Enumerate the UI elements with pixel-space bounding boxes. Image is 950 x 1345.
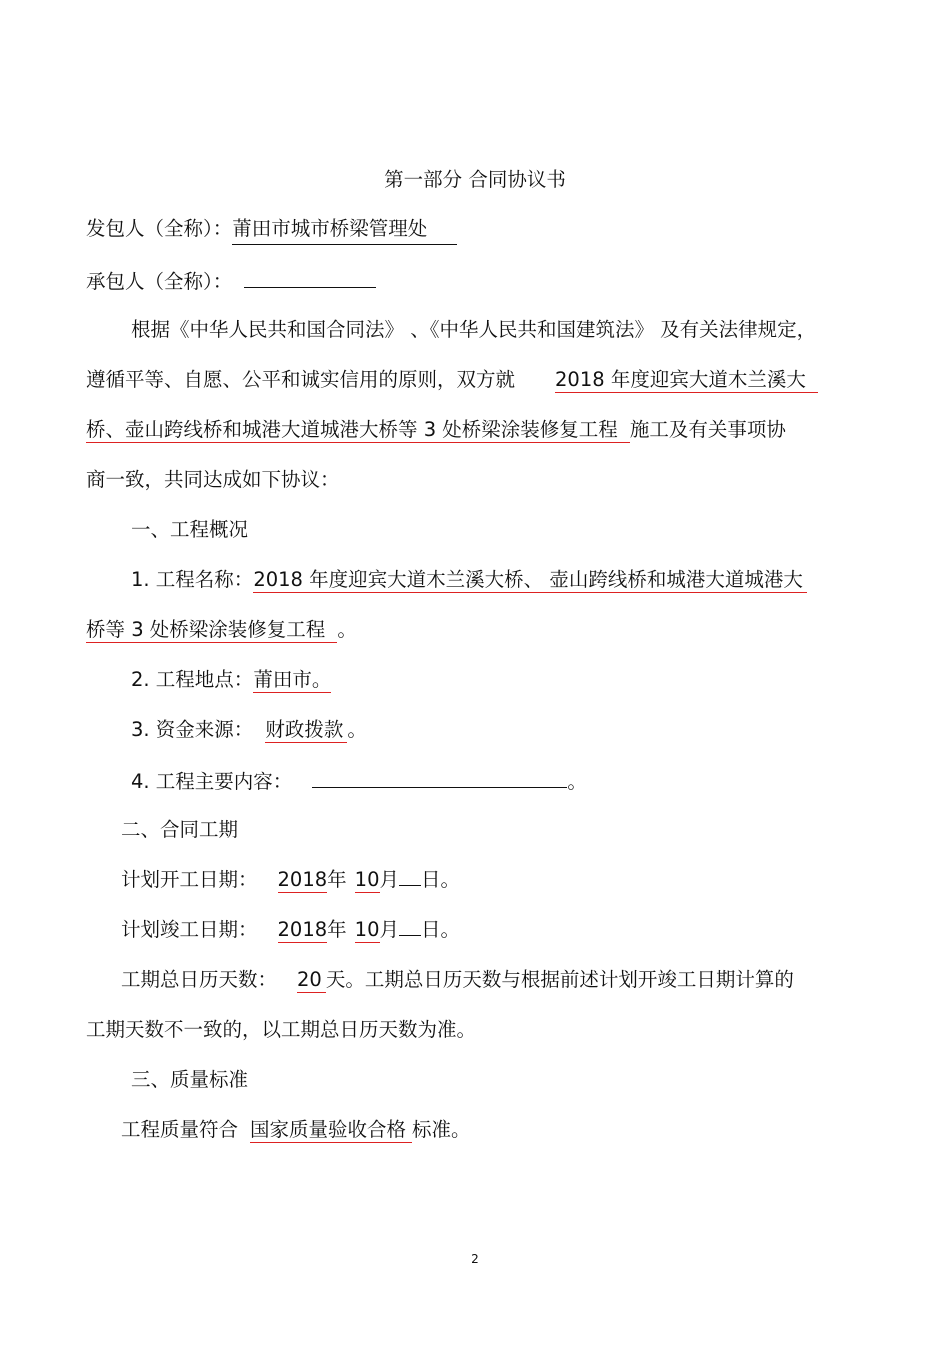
- intro-3-suffix: 施工及有关事项协: [629, 418, 786, 441]
- item-1-label: 1. 工程名称：: [131, 568, 254, 591]
- intro-line-1: 根据《中华人民共和国合同法》 、《中华人民共和国建筑法》 及有关法律规定，: [131, 318, 817, 341]
- quality-line: [121, 1116, 471, 1144]
- item-2-value: 莆田市。: [253, 668, 332, 691]
- start-year-unit: 年: [327, 868, 347, 891]
- item-3-value: 财政拨款: [265, 718, 347, 743]
- intro-2-prefix: 遵循平等、自愿、公平和诚实信用的原则，双方就: [86, 368, 516, 391]
- duration-line: [121, 966, 794, 994]
- section-3-title: 三、质量标准: [131, 1068, 249, 1091]
- quality-value: 国家质量验收合格: [250, 1118, 412, 1143]
- item-4-end: 。: [567, 770, 587, 793]
- end-day-unit: 日。: [421, 918, 461, 941]
- start-month-unit: 月: [379, 868, 400, 891]
- end-date-label: 计划竣工日期：: [121, 918, 258, 941]
- employer-field[interactable]: [232, 215, 457, 245]
- project-name-inline-b: 桥、壶山跨线桥和城港大道城港大桥等 3 处桥梁涂装修复工程: [86, 418, 630, 443]
- end-year: 2018: [277, 918, 328, 941]
- duration-value: 20: [297, 968, 326, 993]
- item-1-value-b: 桥等 3 处桥梁涂装修复工程: [86, 618, 337, 643]
- contractor-field[interactable]: [244, 266, 376, 288]
- quality-suffix: 标准。: [412, 1118, 471, 1141]
- item-1-line: [131, 566, 807, 594]
- item-3-label: 3. 资金来源：: [131, 718, 254, 741]
- project-name-inline-a: 2018 年度迎宾大道木兰溪大: [555, 368, 818, 393]
- item-3-line: [131, 716, 367, 744]
- page-number: 2: [471, 1252, 479, 1266]
- employer-line: [86, 215, 457, 245]
- employer-value: 莆田市城市桥梁管理处: [232, 217, 428, 240]
- contractor-label: 承包人（全称）：: [86, 270, 233, 293]
- start-year: 2018: [277, 868, 328, 891]
- item-4-line: [131, 766, 587, 796]
- section-1-title: 一、工程概况: [131, 518, 249, 541]
- start-date-label: 计划开工日期：: [121, 868, 258, 891]
- contractor-line: [86, 266, 376, 296]
- end-month: 10: [354, 918, 380, 941]
- intro-line-4: 商一致，共同达成如下协议：: [86, 468, 340, 491]
- start-date-line: [121, 866, 460, 894]
- intro-line-2: [86, 366, 818, 394]
- item-2-label: 2. 工程地点：: [131, 668, 254, 691]
- section-2-title: 二、合同工期: [121, 818, 239, 841]
- employer-label: 发包人（全称）：: [86, 217, 233, 240]
- item-4-label: 4. 工程主要内容：: [131, 770, 293, 793]
- end-year-unit: 年: [327, 918, 347, 941]
- end-date-line: [121, 916, 460, 944]
- intro-line-3: [86, 416, 786, 444]
- duration-label: 工期总日历天数：: [121, 968, 278, 991]
- quality-prefix: 工程质量符合: [121, 1118, 239, 1141]
- item-2-line: [131, 666, 331, 694]
- item-1-line-2: [86, 616, 357, 644]
- item-1-value-a: 2018 年度迎宾大道木兰溪大桥、 壶山跨线桥和城港大道城港大: [253, 568, 807, 593]
- item-1-end: 。: [337, 618, 357, 641]
- start-day-unit: 日。: [421, 868, 461, 891]
- duration-line-2: 工期天数不一致的，以工期总日历天数为准。: [86, 1018, 477, 1041]
- start-day-field[interactable]: [399, 866, 421, 886]
- duration-text: 天。工期总日历天数与根据前述计划开竣工日期计算的: [325, 968, 794, 991]
- doc-heading: 第一部分 合同协议书: [384, 168, 566, 191]
- start-month: 10: [354, 868, 380, 891]
- item-4-field[interactable]: [312, 766, 567, 788]
- item-3-end: 。: [347, 718, 367, 741]
- end-month-unit: 月: [379, 918, 400, 941]
- end-day-field[interactable]: [399, 916, 421, 936]
